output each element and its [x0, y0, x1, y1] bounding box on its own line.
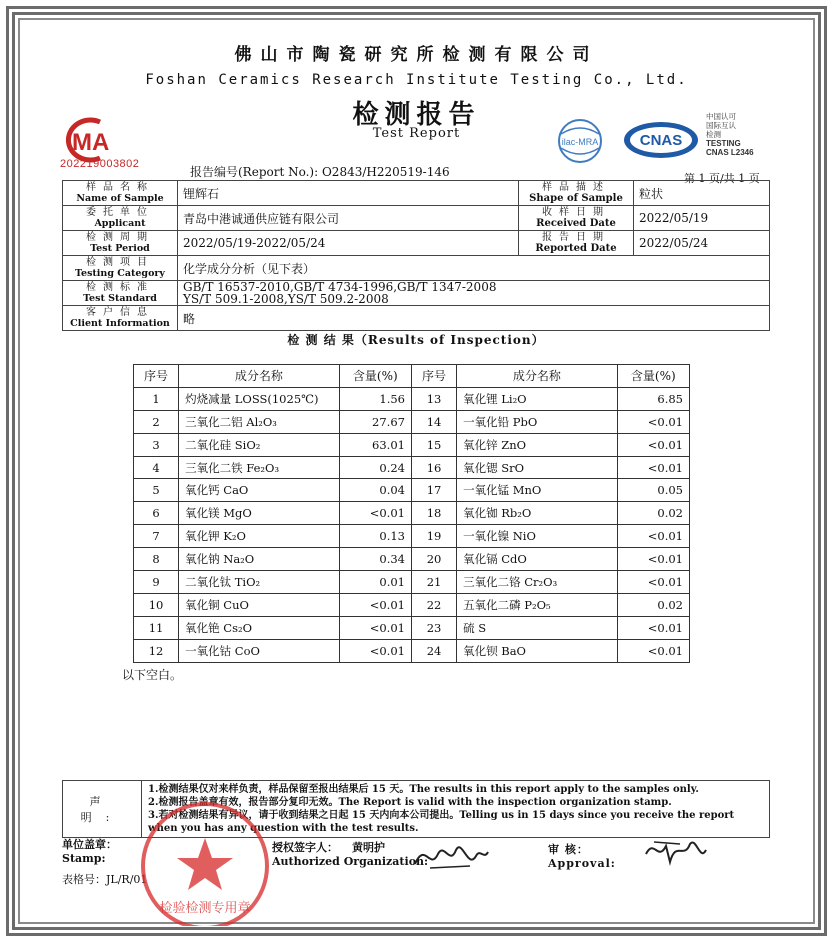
declaration-text: 1.检测结果仅对来样负责，样品保留至报出结果后 15 天。The results in this report apply to the samples only. 2.检测报告盖章有效，报告部分复印无效。The Report is valid with the inspection organization stamp. 3.若对检测结果有异议，请于收到结果之日起 15 天内向本公司提出。Telling us in 15 days since you receive the report when you has any question with the test results. [142, 781, 770, 838]
results-header-row [134, 365, 690, 388]
header-no: 序号 [411, 365, 456, 388]
result-value: <0.01 [617, 456, 689, 479]
result-no: 18 [411, 502, 456, 525]
result-value: 0.34 [339, 548, 411, 571]
results-row [134, 593, 690, 616]
institute-name-cn: 佛山市陶瓷研究所检测有限公司 [234, 45, 599, 65]
standard-label: 检测标准 Test Standard [63, 281, 178, 306]
result-name: 三氧化二铁 Fe₂O₃ [179, 456, 340, 479]
sample-name-value: 锂辉石 [178, 181, 519, 206]
result-value: <0.01 [617, 548, 689, 571]
below-blank-note: 以下空白。 [122, 668, 183, 682]
result-value: <0.01 [617, 639, 689, 662]
result-no: 6 [134, 502, 179, 525]
result-no: 14 [411, 410, 456, 433]
shape-label: 样品描述 Shape of Sample [519, 181, 634, 206]
result-no: 15 [411, 433, 456, 456]
results-row [134, 548, 690, 571]
svg-text:ilac-MRA: ilac-MRA [561, 137, 599, 147]
sample-info-table [62, 180, 770, 331]
report-number: 报告编号(Report No.): O2843/H220519-146 [190, 165, 450, 179]
result-no: 11 [134, 616, 179, 639]
results-row [134, 639, 690, 662]
result-name: 一氧化铅 PbO [457, 410, 618, 433]
result-value: 0.02 [617, 502, 689, 525]
result-name: 氧化镉 CdO [457, 548, 618, 571]
svg-text:MA: MA [72, 129, 110, 156]
result-no: 5 [134, 479, 179, 502]
info-row [63, 181, 770, 206]
info-row [63, 256, 770, 281]
result-value: <0.01 [617, 571, 689, 594]
result-no: 21 [411, 571, 456, 594]
result-name: 氧化钠 Na₂O [179, 548, 340, 571]
result-no: 2 [134, 410, 179, 433]
result-name: 氧化铜 CuO [179, 593, 340, 616]
info-row [63, 206, 770, 231]
header-no: 序号 [134, 365, 179, 388]
result-no: 4 [134, 456, 179, 479]
result-name: 氧化钾 K₂O [179, 525, 340, 548]
signature-signatory [410, 836, 490, 876]
results-table [133, 364, 690, 663]
period-value: 2022/05/19-2022/05/24 [178, 231, 519, 256]
result-value: <0.01 [617, 525, 689, 548]
reported-value: 2022/05/24 [634, 231, 770, 256]
stamp-label: 单位盖章： Stamp: [62, 838, 117, 865]
results-row [134, 525, 690, 548]
result-no: 19 [411, 525, 456, 548]
period-label: 检测周期 Test Period [63, 231, 178, 256]
result-no: 17 [411, 479, 456, 502]
result-value: 0.24 [339, 456, 411, 479]
report-title-en: Test Report [372, 126, 461, 141]
results-row [134, 410, 690, 433]
applicant-label: 委托单位 Applicant [63, 206, 178, 231]
results-row [134, 571, 690, 594]
result-name: 二氧化钛 TiO₂ [179, 571, 340, 594]
result-no: 16 [411, 456, 456, 479]
cnas-caption: 中国认可 国际互认 检测 TESTING CNAS L2346 [706, 112, 754, 157]
declaration-label: 声 明: [63, 781, 142, 838]
received-value: 2022/05/19 [634, 206, 770, 231]
cnas-logo-icon [622, 118, 700, 162]
result-name: 三氧化二铬 Cr₂O₃ [457, 571, 618, 594]
result-name: 氧化镁 MgO [179, 502, 340, 525]
official-seal-icon [120, 796, 290, 926]
received-label: 收样日期 Received Date [519, 206, 634, 231]
category-label: 检测项目 Testing Category [63, 256, 178, 281]
result-value: <0.01 [339, 502, 411, 525]
seal-text: 检验检测专用章 [159, 901, 251, 916]
institute-name-en: Foshan Ceramics Research Institute Testing Co., Ltd. [145, 72, 688, 88]
result-no: 1 [134, 387, 179, 410]
result-value: <0.01 [617, 433, 689, 456]
result-name: 一氧化镍 NiO [457, 525, 618, 548]
results-row [134, 479, 690, 502]
result-value: 63.01 [339, 433, 411, 456]
result-value: 6.85 [617, 387, 689, 410]
result-value: 0.02 [617, 593, 689, 616]
client-value: 略 [178, 306, 770, 331]
result-name: 一氧化钴 CoO [179, 639, 340, 662]
cma-number: 202219003802 [60, 158, 140, 170]
result-no: 13 [411, 387, 456, 410]
result-name: 五氧化二磷 P₂O₅ [457, 593, 618, 616]
results-row [134, 502, 690, 525]
result-value: 0.04 [339, 479, 411, 502]
results-row [134, 433, 690, 456]
standard-value: GB/T 16537-2010,GB/T 4734-1996,GB/T 1347-2008 YS/T 509.1-2008,YS/T 509.2-2008 [178, 281, 770, 306]
header-value: 含量(%) [617, 365, 689, 388]
result-no: 23 [411, 616, 456, 639]
header-value: 含量(%) [339, 365, 411, 388]
result-name: 灼烧减量 LOSS(1025℃) [179, 387, 340, 410]
svg-text:CNAS: CNAS [639, 132, 683, 149]
results-row [134, 616, 690, 639]
result-value: <0.01 [339, 639, 411, 662]
sample-name-label: 样品名称 Name of Sample [63, 181, 178, 206]
result-no: 7 [134, 525, 179, 548]
results-row [134, 387, 690, 410]
result-value: <0.01 [617, 410, 689, 433]
result-no: 12 [134, 639, 179, 662]
info-row [63, 281, 770, 306]
result-no: 9 [134, 571, 179, 594]
signatory-label: 授权签字人： 黄明护 Authorized Organization: [272, 841, 429, 868]
result-name: 氧化锌 ZnO [457, 433, 618, 456]
result-name: 硫 S [457, 616, 618, 639]
result-no: 10 [134, 593, 179, 616]
result-no: 20 [411, 548, 456, 571]
result-value: <0.01 [339, 616, 411, 639]
result-name: 一氧化锰 MnO [457, 479, 618, 502]
result-value: 1.56 [339, 387, 411, 410]
results-row [134, 456, 690, 479]
result-no: 24 [411, 639, 456, 662]
result-name: 二氧化硅 SiO₂ [179, 433, 340, 456]
category-value: 化学成分分析（见下表） [178, 256, 770, 281]
result-name: 氧化钡 BaO [457, 639, 618, 662]
result-name: 氧化锂 Li₂O [457, 387, 618, 410]
page-indicator: 第 1 页/共 1 页 [684, 172, 760, 185]
shape-value: 粒状 [634, 181, 770, 206]
result-value: 27.67 [339, 410, 411, 433]
report-title-cn: 检测报告 [352, 100, 481, 130]
result-no: 8 [134, 548, 179, 571]
info-row [63, 306, 770, 331]
result-name: 三氧化二铝 Al₂O₃ [179, 410, 340, 433]
result-value: <0.01 [339, 593, 411, 616]
result-no: 22 [411, 593, 456, 616]
header-name: 成分名称 [457, 365, 618, 388]
signature-approval [640, 832, 710, 872]
result-value: 0.01 [339, 571, 411, 594]
results-title: 检 测 结 果（Results of Inspection） [287, 333, 545, 347]
result-name: 氧化铯 Cs₂O [179, 616, 340, 639]
result-value: <0.01 [617, 616, 689, 639]
info-row [63, 231, 770, 256]
result-name: 氧化锶 SrO [457, 456, 618, 479]
result-no: 3 [134, 433, 179, 456]
client-label: 客户信息 Client Information [63, 306, 178, 331]
header-name: 成分名称 [179, 365, 340, 388]
reported-label: 报告日期 Reported Date [519, 231, 634, 256]
result-value: 0.13 [339, 525, 411, 548]
result-name: 氧化铷 Rb₂O [457, 502, 618, 525]
result-name: 氧化钙 CaO [179, 479, 340, 502]
result-value: 0.05 [617, 479, 689, 502]
form-number: 表格号：JL/R/01 [62, 873, 148, 886]
applicant-value: 青岛中港诚通供应链有限公司 [178, 206, 519, 231]
ilac-mra-logo-icon [545, 118, 615, 164]
approval-label: 审 核： Approval: [548, 843, 616, 870]
